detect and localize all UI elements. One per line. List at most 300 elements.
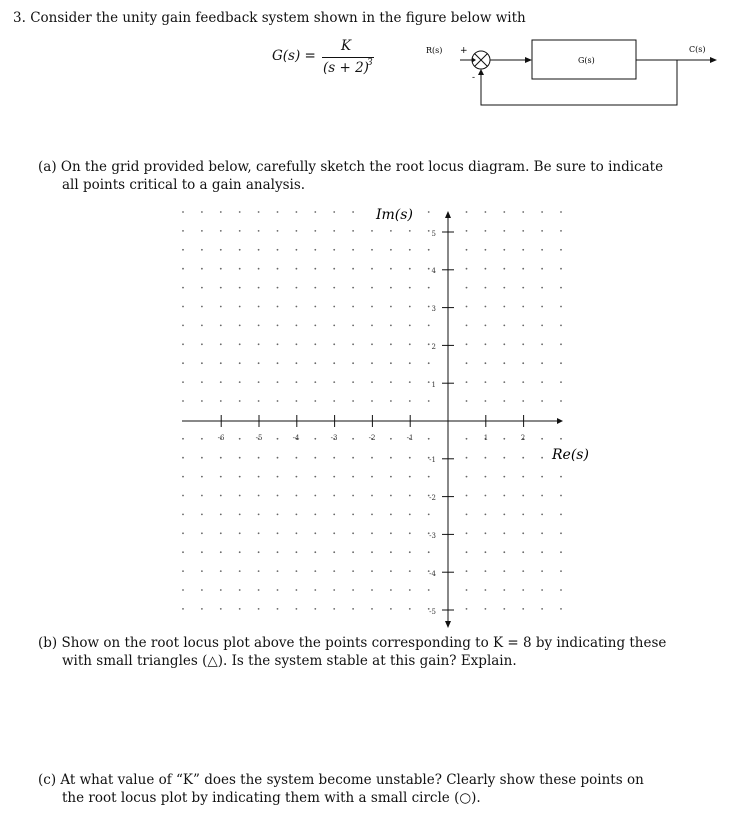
grid-dot [296,589,298,591]
y-tick-label: 3 [431,305,436,313]
grid-dot [296,570,298,572]
grid-dot [201,287,203,289]
grid-dot [333,362,335,364]
grid-dot [371,325,373,327]
grid-dot [277,570,279,572]
grid-dot [541,514,543,516]
grid-dot [466,287,468,289]
grid-dot [201,589,203,591]
grid-dot [522,400,524,402]
grid-dot [560,362,562,364]
grid-dot [220,230,222,232]
grid-dot [409,400,411,402]
grid-dot [239,438,241,440]
minus-sign: - [472,73,476,83]
grid-dot [239,211,241,213]
grid-dot [522,551,524,553]
grid-dot [409,532,411,534]
grid-dot [182,306,184,308]
grid-dot [352,476,354,478]
grid-dot [371,249,373,251]
grid-dot [182,362,184,364]
output-label: C(s) [689,45,706,54]
grid-dot [277,495,279,497]
grid-dot [314,514,316,516]
grid-dot [522,362,524,364]
grid-dot [277,362,279,364]
grid-dot [485,400,487,402]
imag-axis-arrowhead-down [445,621,451,628]
grid-dot [390,268,392,270]
grid-dot [333,457,335,459]
grid-dot [314,362,316,364]
grid-dot [220,306,222,308]
grid-dot [485,230,487,232]
grid-dot [541,589,543,591]
grid-dot [485,570,487,572]
grid-dot [560,570,562,572]
grid-dot [314,589,316,591]
grid-dot [466,268,468,270]
grid-dot [466,400,468,402]
grid-dot [428,514,430,516]
grid-dot [541,495,543,497]
grid-dot [333,495,335,497]
grid-dot [541,438,543,440]
grid-dot [541,287,543,289]
grid-dot [352,438,354,440]
grid-dot [314,608,316,610]
grid-dot [390,230,392,232]
grid-dot [371,514,373,516]
grid-dot [201,476,203,478]
grid-dot [409,306,411,308]
grid-dot [182,381,184,383]
grid-dot [409,570,411,572]
grid-dot [182,211,184,213]
grid-dot [466,306,468,308]
grid-dot [296,230,298,232]
grid-dot [314,551,316,553]
grid-dot [522,211,524,213]
grid-dot [201,608,203,610]
grid-dot [182,268,184,270]
grid-dot [541,211,543,213]
grid-dot [522,514,524,516]
part-b-line1: (b) Show on the root locus plot above the points corresponding to K = 8 by indicating these [38,635,667,651]
y-tick-label: -5 [429,608,436,616]
grid-dot [409,249,411,251]
x-tick-label: -2 [368,434,376,442]
grid-dot [466,249,468,251]
grid-dot [296,287,298,289]
grid-dot [390,589,392,591]
grid-dot [371,570,373,572]
grid-dot [522,268,524,270]
grid-dot [390,249,392,251]
grid-dot [258,457,260,459]
grid-dot [485,325,487,327]
grid-dot [239,495,241,497]
grid-dot [390,343,392,345]
block-label: G(s) [578,56,595,65]
grid-dot [314,325,316,327]
grid-dot [239,589,241,591]
grid-dot [371,608,373,610]
grid-dot [201,306,203,308]
grid-dot [485,589,487,591]
grid-dot [428,325,430,327]
grid-dot [541,570,543,572]
x-tick-label: -3 [330,434,338,442]
plus-sign: + [460,46,468,56]
grid-dot [371,495,373,497]
grid-dot [466,343,468,345]
grid-dot [485,514,487,516]
grid-dot [258,551,260,553]
grid-dot [296,211,298,213]
grid-dot [258,211,260,213]
grid-dot [390,438,392,440]
grid-dot [239,306,241,308]
grid-dot [333,514,335,516]
grid-dot [522,495,524,497]
grid-dot [409,551,411,553]
grid-dot [333,249,335,251]
grid-dot [522,287,524,289]
grid-dot [371,476,373,478]
x-tick-label: -1 [406,434,414,442]
grid-dot [522,589,524,591]
grid-dot [182,343,184,345]
grid-dot [522,306,524,308]
grid-dot [371,362,373,364]
grid-dot [277,476,279,478]
grid-dot [182,230,184,232]
grid-dot [182,325,184,327]
grid-dot [352,400,354,402]
grid-dot [503,381,505,383]
grid-dot [371,230,373,232]
grid-dot [371,457,373,459]
grid-dot [239,381,241,383]
grid-dot [503,211,505,213]
y-tick-label: -4 [429,570,436,578]
grid-dot [258,589,260,591]
grid-dot [428,589,430,591]
grid-dot [503,268,505,270]
grid-dot [503,249,505,251]
grid-dot [239,325,241,327]
grid-dot [428,438,430,440]
grid-dot [220,532,222,534]
grid-dot [352,325,354,327]
grid-dot [485,457,487,459]
grid-dot [409,343,411,345]
grid-dot [333,608,335,610]
grid-dot [220,381,222,383]
grid-dot [277,287,279,289]
grid-dot [296,268,298,270]
grid-dot [560,514,562,516]
grid-dot [239,514,241,516]
grid-dot [182,589,184,591]
grid-dot [352,381,354,383]
grid-dot [296,514,298,516]
block-diagram [420,35,720,110]
grid-dot [409,495,411,497]
grid-dot [201,532,203,534]
grid-dot [371,343,373,345]
grid-dot [296,381,298,383]
grid-dot [314,381,316,383]
grid-dot [258,230,260,232]
grid-dot [485,362,487,364]
grid-dot [182,476,184,478]
grid-dot [220,495,222,497]
grid-dot [371,268,373,270]
grid-dot [503,400,505,402]
problem-intro [13,9,526,27]
grid-dot [428,551,430,553]
grid-dot [333,570,335,572]
grid-dot [409,287,411,289]
part-a-line2: all points critical to a gain analysis. [62,177,306,193]
grid-dot [182,551,184,553]
grid-dot [560,476,562,478]
real-axis-arrowhead [557,418,563,424]
grid-dot [503,532,505,534]
grid-dot [390,532,392,534]
grid-dot [541,551,543,553]
grid-dot [522,249,524,251]
grid-dot [390,287,392,289]
grid-dot [409,325,411,327]
grid-dot [541,343,543,345]
grid-dot [503,589,505,591]
grid-dot [541,325,543,327]
grid-dot [522,608,524,610]
grid-dot [390,325,392,327]
grid-dot [409,514,411,516]
grid-dot [352,457,354,459]
grid-dot [428,400,430,402]
grid-dot [560,268,562,270]
grid-dot [277,268,279,270]
grid-dot [485,476,487,478]
grid-dot [333,287,335,289]
part-c-line1: (c) At what value of “K” does the system become unstable? Clearly show these points on [38,772,644,788]
grid-dot [409,268,411,270]
grid-dot [560,306,562,308]
grid-dot [314,400,316,402]
feedback-path [481,60,677,105]
grid-dot [352,589,354,591]
grid-dot [333,551,335,553]
x-tick-label: -6 [217,434,225,442]
grid-dot [485,249,487,251]
grid-dot [503,570,505,572]
grid-dot [522,325,524,327]
input-label: R(s) [426,46,443,55]
grid-dot [541,532,543,534]
grid-dot [371,381,373,383]
grid-dot [239,570,241,572]
imag-axis-arrowhead-up [445,211,451,218]
grid-dot [560,438,562,440]
grid-dot [541,230,543,232]
grid-dot [220,570,222,572]
root-locus-grid [170,200,590,636]
grid-dot [220,362,222,364]
grid-dot [352,249,354,251]
grid-dot [220,589,222,591]
grid-dot [466,514,468,516]
grid-dot [239,287,241,289]
grid-dot [428,249,430,251]
grid-dot [201,381,203,383]
grid-dot [560,381,562,383]
feedback-arrowhead [478,69,484,75]
grid-dot [277,589,279,591]
grid-dot [352,532,354,534]
grid-dot [428,362,430,364]
grid-dot [409,608,411,610]
grid-dot [371,287,373,289]
tf-denominator: (s + 2) [323,60,369,76]
grid-dot [352,230,354,232]
grid-dot [277,306,279,308]
grid-dot [485,211,487,213]
grid-dot [466,532,468,534]
grid-dot [390,476,392,478]
grid-dot [503,230,505,232]
grid-dot [560,589,562,591]
x-tick-label: 2 [520,434,526,442]
grid-dot [258,532,260,534]
grid-dot [390,608,392,610]
grid-dot [314,476,316,478]
grid-dot [277,230,279,232]
grid-dot [220,268,222,270]
grid-dot [201,551,203,553]
grid-dot [258,514,260,516]
grid-dot [390,495,392,497]
grid-dot [258,343,260,345]
grid-dot [220,343,222,345]
grid-dot [371,532,373,534]
x-tick-label: -5 [255,434,263,442]
grid-dot [409,457,411,459]
grid-dot [239,476,241,478]
grid-dot [485,551,487,553]
y-tick-label: 1 [431,381,436,389]
grid-dot [522,570,524,572]
re-label: Re(s) [552,447,589,463]
grid-dot [314,287,316,289]
grid-dot [428,268,430,270]
grid-dot [201,362,203,364]
grid-dot [541,362,543,364]
grid-dot [503,343,505,345]
input-arrowhead [472,58,476,63]
grid-dot [182,532,184,534]
grid-dot [296,343,298,345]
grid-dot [560,532,562,534]
grid-dot [371,589,373,591]
tf-numerator: K [341,38,352,54]
grid-dot [277,381,279,383]
grid-dot [182,438,184,440]
grid-dot [277,551,279,553]
grid-dot [503,325,505,327]
grid-dot [352,287,354,289]
grid-dot [314,306,316,308]
grid-dot [277,211,279,213]
grid-dot [503,476,505,478]
grid-dot [220,400,222,402]
grid-dot [409,230,411,232]
grid-dot [277,514,279,516]
grid-dot [522,476,524,478]
grid-dot [277,400,279,402]
grid-dot [485,495,487,497]
grid-dot [503,287,505,289]
grid-dot [466,495,468,497]
part-c-line2: the root locus plot by indicating them with a small circle (○). [62,790,481,806]
grid-dot [541,268,543,270]
grid-dot [333,381,335,383]
grid-dot [560,325,562,327]
grid-dot [466,457,468,459]
grid-dot [409,381,411,383]
problem-intro-text: Consider the unity gain feedback system shown in the figure below with [30,10,526,26]
grid-dot [277,343,279,345]
grid-dot [201,268,203,270]
grid-dot [239,400,241,402]
grid-dot [409,589,411,591]
grid-dot [277,249,279,251]
grid-dot [522,230,524,232]
grid-dot [560,400,562,402]
grid-dot [220,476,222,478]
grid-dot [352,362,354,364]
grid-dot [182,457,184,459]
grid-dot [428,306,430,308]
grid-dot [333,589,335,591]
grid-dot [296,551,298,553]
tf-lhs: G(s) = [272,48,316,64]
grid-dot [314,495,316,497]
grid-dot [258,381,260,383]
y-tick-label: 5 [431,230,436,238]
grid-dot [239,268,241,270]
grid-dot [258,325,260,327]
grid-dot [352,211,354,213]
grid-dot [239,457,241,459]
grid-dot [220,211,222,213]
grid-dot [239,343,241,345]
grid-dot [201,514,203,516]
grid-dot [201,457,203,459]
grid-dot [371,400,373,402]
grid-dot [428,211,430,213]
grid-dot [503,495,505,497]
grid-dot [466,230,468,232]
grid-dot [560,551,562,553]
grid-dot [541,608,543,610]
grid-dot [182,608,184,610]
